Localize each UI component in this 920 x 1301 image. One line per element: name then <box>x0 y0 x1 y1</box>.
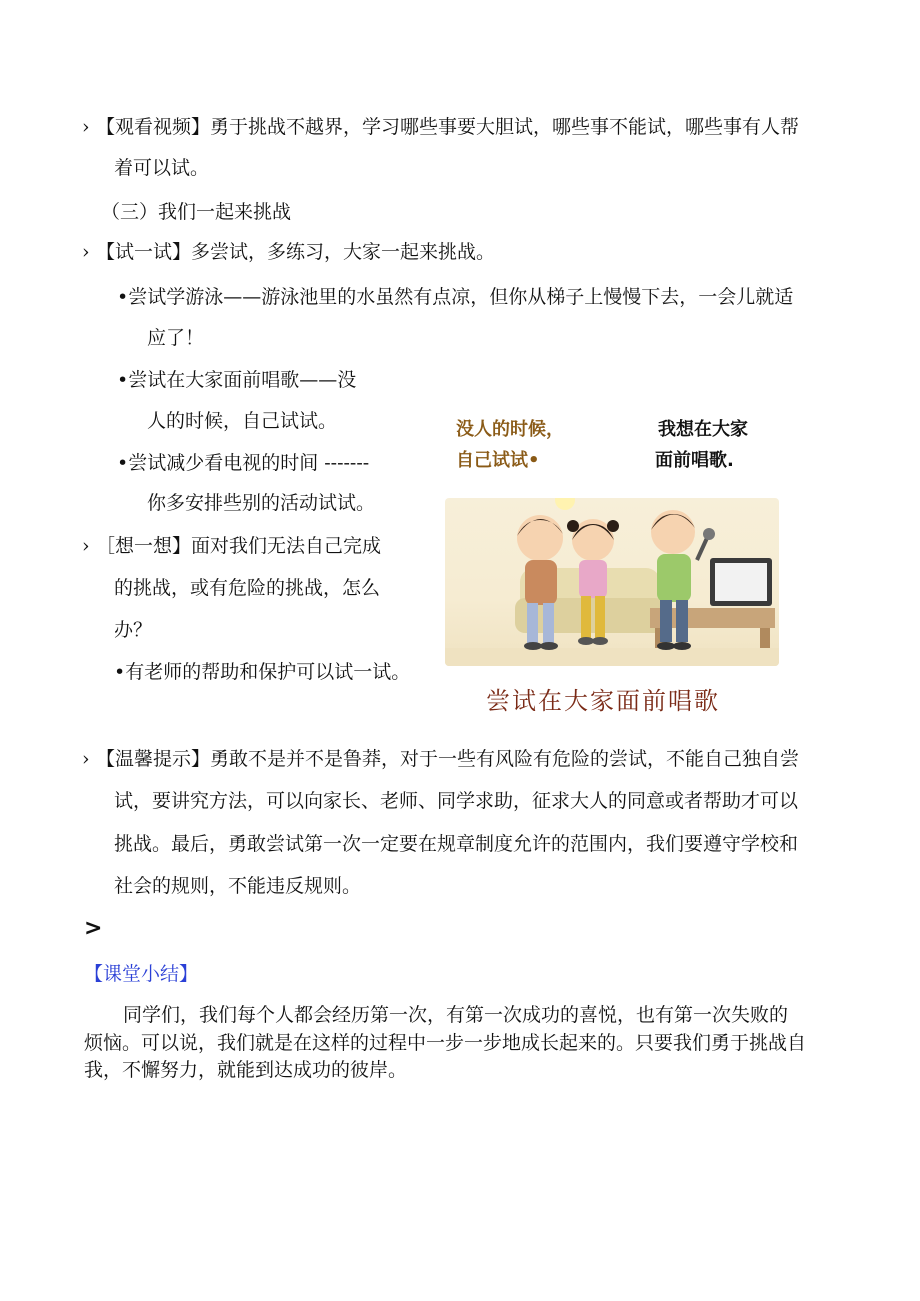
cartoon-scene <box>445 498 779 666</box>
summary-line-1: 同学们，我们每个人都会经历第一次，有第一次成功的喜悦，也有第一次失败的 <box>123 1004 789 1026</box>
summary-line-2: 烦恼。可以说，我们就是在这样的过程中一步一步地成长起来的。只要我们勇于挑战自 <box>84 1032 807 1054</box>
try-bullet-3-line-1: •尝试减少看电视的时间 ------- <box>117 452 370 474</box>
section-marker: › <box>82 241 90 263</box>
illustration-caption: 尝试在大家面前唱歌 <box>486 687 720 715</box>
section-marker: › <box>82 748 90 770</box>
watch-video-line-1: 【观看视频】勇于挑战不越界，学习哪些事要大胆试，哪些事不能试，哪些事有人帮 <box>96 116 800 138</box>
section-marker: › <box>82 116 90 138</box>
tip-line-4: 社会的规则，不能违反规则。 <box>114 875 362 897</box>
speech-left-line-2: 自己试试• <box>456 450 540 471</box>
section-heading: （三）我们一起来挑战 <box>101 201 292 223</box>
section-marker: › <box>82 535 90 557</box>
lone-marker: > <box>84 916 103 941</box>
summary-heading: 【课堂小结】 <box>84 963 199 985</box>
speech-right-line-2: 面前唱歌. <box>655 450 734 471</box>
tip-line-3: 挑战。最后，勇敢尝试第一次一定要在规章制度允许的范围内，我们要遵守学校和 <box>114 833 799 855</box>
try-bullet-2-line-1: •尝试在大家面前唱歌——没 <box>117 369 357 391</box>
children-singing-illustration <box>445 498 779 666</box>
try-intro: 【试一试】多尝试，多练习，大家一起来挑战。 <box>96 241 496 263</box>
tip-line-1: 【温馨提示】勇敢不是并不是鲁莽，对于一些有风险有危险的尝试，不能自己独自尝 <box>96 748 800 770</box>
summary-line-3: 我，不懈努力，就能到达成功的彼岸。 <box>84 1059 408 1081</box>
think-bullet: •有老师的帮助和保护可以试一试。 <box>114 661 411 683</box>
try-bullet-1-line-1: •尝试学游泳——游泳池里的水虽然有点凉，但你从梯子上慢慢下去，一会儿就适 <box>117 286 794 308</box>
think-line-1: ［想一想】面对我们无法自己完成 <box>96 535 382 557</box>
try-bullet-3-line-2: 你多安排些别的活动试试。 <box>147 492 376 514</box>
think-line-2: 的挑战，或有危险的挑战，怎么 <box>114 577 381 599</box>
tip-line-2: 试，要讲究方法，可以向家长、老师、同学求助，征求大人的同意或者帮助才可以 <box>114 790 799 812</box>
try-bullet-1-line-2: 应了！ <box>147 327 205 349</box>
try-bullet-2-line-2: 人的时候，自己试试。 <box>147 410 338 432</box>
speech-right-line-1: 我想在大家 <box>658 419 748 440</box>
watch-video-line-2: 着可以试。 <box>114 157 210 179</box>
speech-left-line-1: 没人的时候， <box>456 419 564 440</box>
think-line-3: 办？ <box>114 619 153 641</box>
